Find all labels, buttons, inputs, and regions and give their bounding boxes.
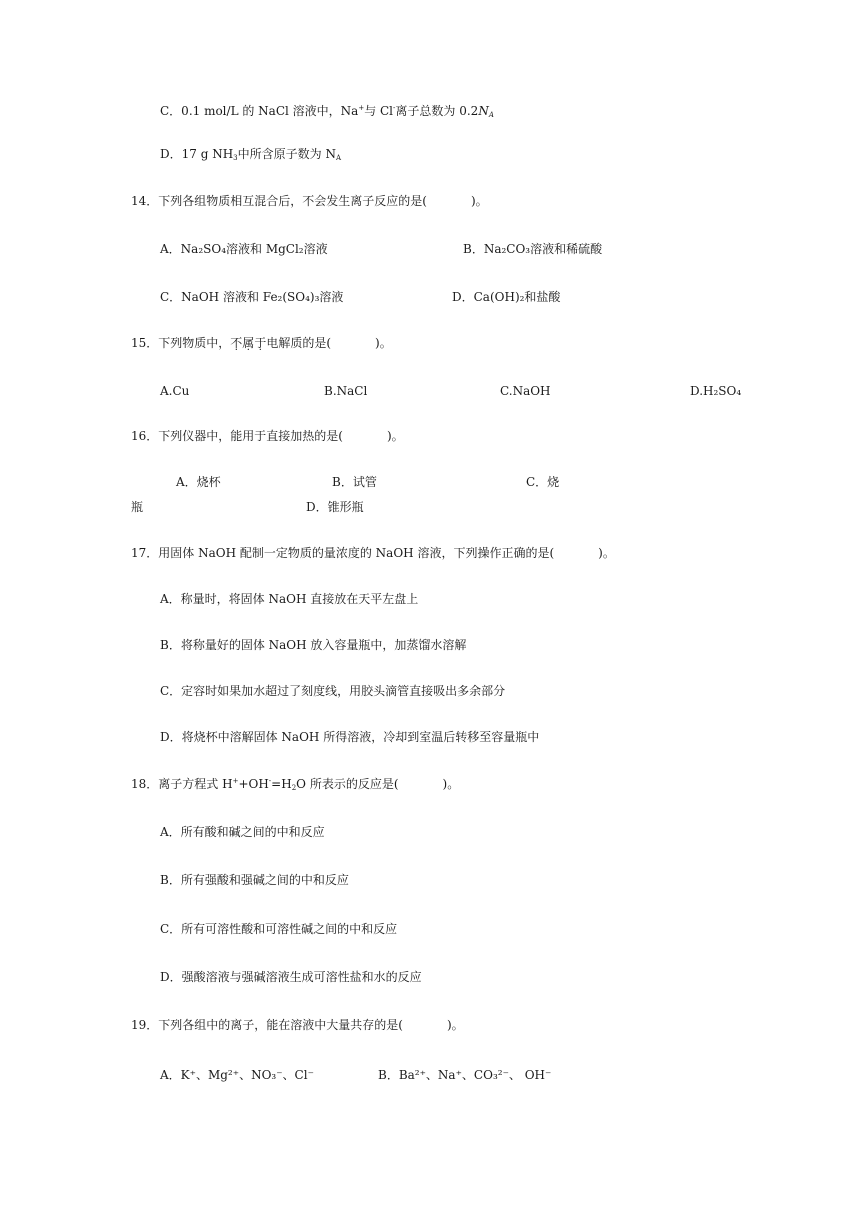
q14-option-b: B．Na₂CO₃溶液和稀硫酸 bbox=[463, 242, 603, 256]
q13-option-c: C．0.1 mol/L 的 NaCl 溶液中，Na+与 Cl-离子总数为 $0.2N_A$ bbox=[160, 104, 494, 119]
q16-stem: 16．下列仪器中，能用于直接加热的是( )。 bbox=[131, 429, 404, 443]
q14-stem: 14．下列各组物质相互混合后，不会发生离子反应的是( )。 bbox=[131, 194, 488, 208]
q17-option-a: A．称量时，将固体 NaOH 直接放在天平左盘上 bbox=[160, 592, 419, 606]
q18-option-c: C．所有可溶性酸和可溶性碱之间的中和反应 bbox=[160, 922, 398, 936]
q18-option-d: D．强酸溶液与强碱溶液生成可溶性盐和水的反应 bbox=[160, 970, 422, 984]
q16-option-b: B．试管 bbox=[332, 475, 377, 489]
q14-option-a: A．Na₂SO₄溶液和 MgCl₂溶液 bbox=[160, 242, 328, 256]
q15-option-c: C.NaOH bbox=[500, 384, 551, 398]
q15-option-d: D.H₂SO₄ bbox=[690, 384, 742, 398]
q14-option-c: C．NaOH 溶液和 Fe₂(SO₄)₃溶液 bbox=[160, 290, 344, 304]
q15-option-a: A.Cu bbox=[160, 384, 190, 398]
q19-option-b: B．Ba²⁺、Na⁺、CO₃²⁻、 OH⁻ bbox=[378, 1068, 552, 1082]
q19-stem: 19．下列各组中的离子，能在溶液中大量共存的是( )。 bbox=[131, 1018, 464, 1032]
q16-option-c-wrap: 瓶 bbox=[131, 500, 144, 514]
q18-stem: 18．离子方程式 $H^++OH^-=H_2O$ 所表示的反应是( )。 bbox=[131, 777, 460, 792]
q19-option-a: A．K⁺、Mg²⁺、NO₃⁻、Cl⁻ bbox=[160, 1068, 314, 1082]
q16-option-d: D．锥形瓶 bbox=[306, 500, 364, 514]
q15-option-b: B.NaCl bbox=[324, 384, 368, 398]
q17-stem: 17．用固体 NaOH 配制一定物质的量浓度的 NaOH 溶液，下列操作正确的是( )。 bbox=[131, 546, 615, 560]
q15-stem: 15．下列物质中，不属于电解质的是( )。 bbox=[131, 336, 392, 350]
q13-option-d: D．17 g $NH_3$中所含原子数为 $N_A$ bbox=[160, 147, 342, 162]
q17-option-b: B．将称量好的固体 NaOH 放入容量瓶中，加蒸馏水溶解 bbox=[160, 638, 467, 652]
q16-option-a: A．烧杯 bbox=[176, 475, 221, 489]
q17-option-c: C．定容时如果加水超过了刻度线，用胶头滴管直接吸出多余部分 bbox=[160, 684, 506, 698]
q16-option-c: C．烧 bbox=[526, 475, 560, 489]
q17-option-d: D．将烧杯中溶解固体 NaOH 所得溶液，冷却到室温后转移至容量瓶中 bbox=[160, 730, 540, 744]
q18-option-b: B．所有强酸和强碱之间的中和反应 bbox=[160, 873, 349, 887]
q18-option-a: A．所有酸和碱之间的中和反应 bbox=[160, 825, 325, 839]
q14-option-d: D．Ca(OH)₂和盐酸 bbox=[452, 290, 561, 304]
